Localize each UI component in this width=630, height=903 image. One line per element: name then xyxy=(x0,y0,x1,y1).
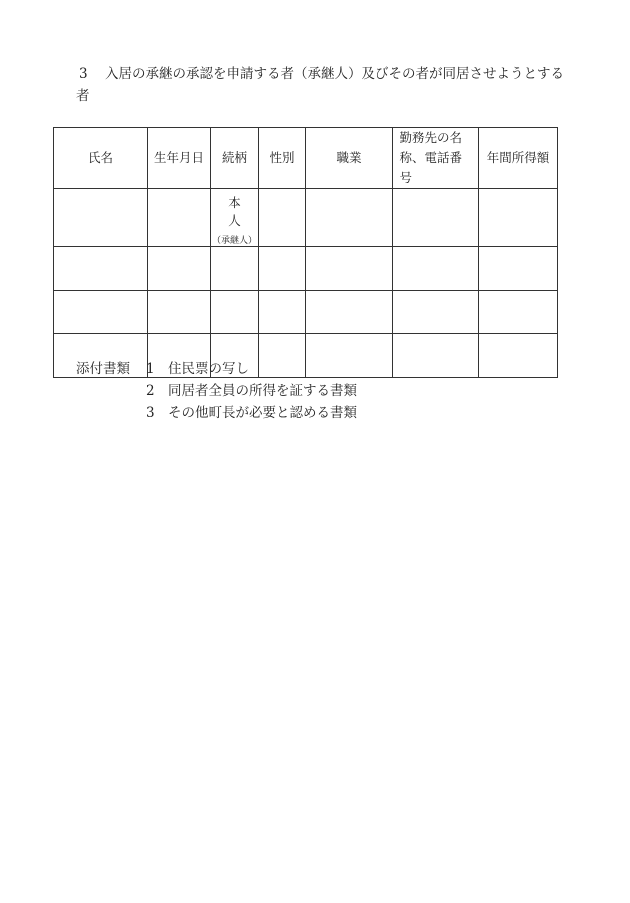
attachments-label: 添付書類 xyxy=(76,361,130,377)
table-header-row xyxy=(54,128,558,189)
cell-occupation[interactable] xyxy=(306,247,393,291)
attachment-item xyxy=(76,402,357,424)
cell-income[interactable] xyxy=(479,189,558,247)
cell-relation[interactable] xyxy=(211,247,259,291)
header-birthdate: 生年月日 xyxy=(148,128,211,189)
section-number: 3 xyxy=(79,66,88,82)
cell-occupation[interactable] xyxy=(306,189,393,247)
cell-gender[interactable] xyxy=(259,189,306,247)
attachment-item xyxy=(76,380,357,402)
section-title: 入居の承継の承認を申請する者（承継人）及びその者が同居させようとする者 xyxy=(76,66,564,104)
attachment-text: 住民票の写し xyxy=(168,361,249,377)
cell-workplace[interactable] xyxy=(393,334,479,378)
cell-income[interactable] xyxy=(479,247,558,291)
cell-relation[interactable] xyxy=(211,290,259,334)
cell-name[interactable] xyxy=(54,247,148,291)
cell-birthdate[interactable] xyxy=(148,290,211,334)
table-row xyxy=(54,290,558,334)
cell-income[interactable] xyxy=(479,290,558,334)
table-row xyxy=(54,189,558,247)
header-name: 氏名 xyxy=(54,128,148,189)
cell-name[interactable] xyxy=(54,290,148,334)
attachment-number: 1 xyxy=(146,361,155,377)
header-workplace xyxy=(393,128,479,189)
cell-relation-self xyxy=(211,189,259,247)
header-workplace-label: 勤務先の名称、電話番号 xyxy=(399,130,463,185)
cohabitant-table xyxy=(53,127,558,378)
attachment-number: 2 xyxy=(146,383,155,399)
header-occupation: 職業 xyxy=(306,128,393,189)
attachments-section xyxy=(76,358,357,424)
cell-income[interactable] xyxy=(479,334,558,378)
attachment-number: 3 xyxy=(146,405,155,421)
cell-birthdate[interactable] xyxy=(148,247,211,291)
cell-gender[interactable] xyxy=(259,247,306,291)
section-heading xyxy=(76,63,566,107)
cell-birthdate[interactable] xyxy=(148,189,211,247)
self-relation-label: 本人 xyxy=(228,195,253,228)
self-relation-note: （承継人） xyxy=(211,236,257,246)
cell-workplace[interactable] xyxy=(393,247,479,291)
attachment-text: その他町長が必要と認める書類 xyxy=(168,405,357,421)
header-relation: 続柄 xyxy=(211,128,259,189)
header-income: 年間所得額 xyxy=(479,128,558,189)
cell-occupation[interactable] xyxy=(306,290,393,334)
cell-gender[interactable] xyxy=(259,290,306,334)
attachment-item xyxy=(76,358,357,380)
cell-name[interactable] xyxy=(54,189,148,247)
header-gender: 性別 xyxy=(259,128,306,189)
attachment-text: 同居者全員の所得を証する書類 xyxy=(168,383,357,399)
cell-workplace[interactable] xyxy=(393,290,479,334)
table-row xyxy=(54,247,558,291)
cell-workplace[interactable] xyxy=(393,189,479,247)
